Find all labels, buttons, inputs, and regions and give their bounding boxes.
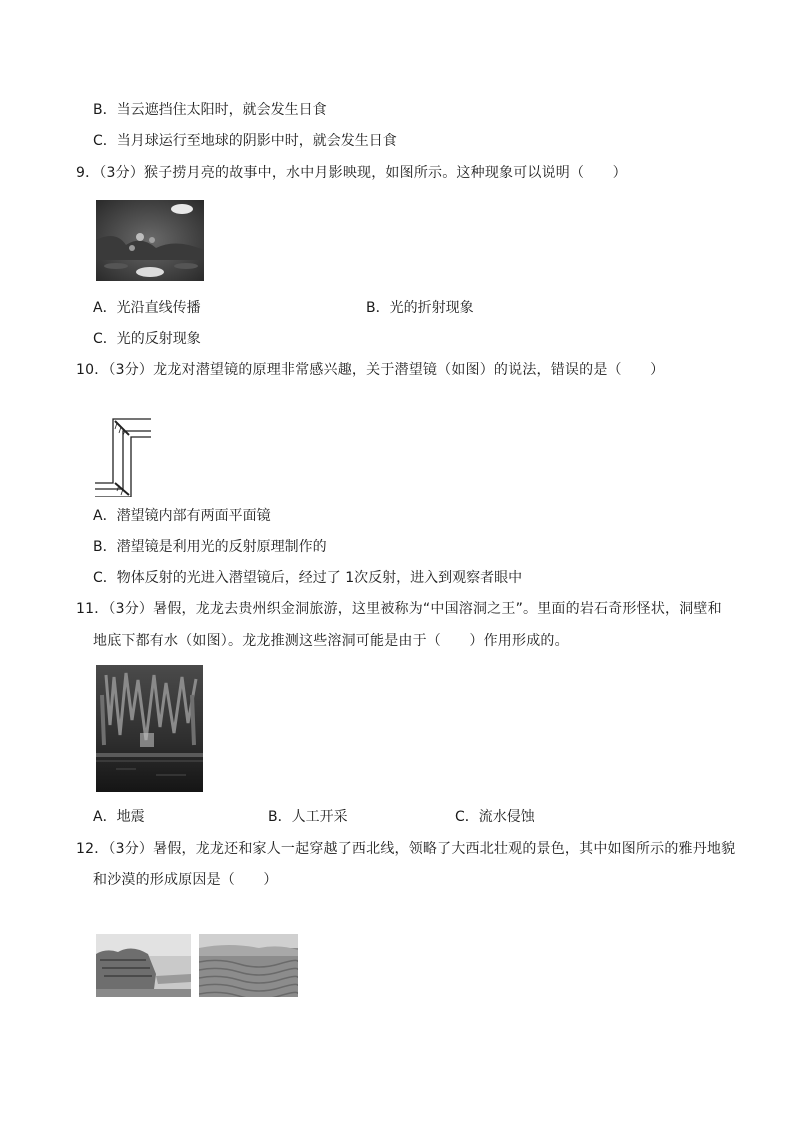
q11-karst-cave-photo xyxy=(96,665,203,792)
q12-stem-line1: 12．（3分）暑假，龙龙还和家人一起穿越了西北线，领略了大西北壮观的景色，其中如图所示的雅丹地貌 xyxy=(76,841,736,857)
q9-option-b: B．光的折射现象 xyxy=(366,300,474,316)
q11-option-b: B．人工开采 xyxy=(268,809,348,825)
q10-option-b: B．潜望镜是利用光的反射原理制作的 xyxy=(93,539,327,555)
q8-option-c: C．当月球运行至地球的阴影中时，就会发生日食 xyxy=(93,133,397,149)
q8-option-b: B．当云遮挡住太阳时，就会发生日食 xyxy=(93,102,327,118)
q12-desert-dunes-photo xyxy=(199,934,298,997)
q11-stem-line2: 地底下都有水（如图）。龙龙推测这些溶洞可能是由于（ ）作用形成的。 xyxy=(93,633,569,649)
q10-periscope-diagram xyxy=(95,417,157,497)
q12-yardang-landform-photo xyxy=(96,934,191,997)
q11-option-c: C．流水侵蚀 xyxy=(455,809,535,825)
q9-option-c: C．光的反射现象 xyxy=(93,331,201,347)
q10-option-a: A．潜望镜内部有两面平面镜 xyxy=(93,508,271,524)
q11-stem-line1: 11．（3分）暑假，龙龙去贵州织金洞旅游，这里被称为“中国溶洞之王”。里面的岩石奇形怪状，洞壁和 xyxy=(76,601,722,617)
q9-monkey-moon-figure xyxy=(96,200,204,281)
q12-stem-line2: 和沙漠的形成原因是（ ） xyxy=(93,872,278,888)
q10-option-c: C．物体反射的光进入潜望镜后，经过了 1次反射，进入到观察者眼中 xyxy=(93,570,523,586)
q11-option-a: A．地震 xyxy=(93,809,145,825)
q10-stem: 10．（3分）龙龙对潜望镜的原理非常感兴趣，关于潜望镜（如图）的说法，错误的是（ ） xyxy=(76,362,665,378)
q9-stem: 9．（3分）猴子捞月亮的故事中，水中月影映现，如图所示。这种现象可以说明（ ） xyxy=(76,165,627,181)
q9-option-a: A．光沿直线传播 xyxy=(93,300,201,316)
